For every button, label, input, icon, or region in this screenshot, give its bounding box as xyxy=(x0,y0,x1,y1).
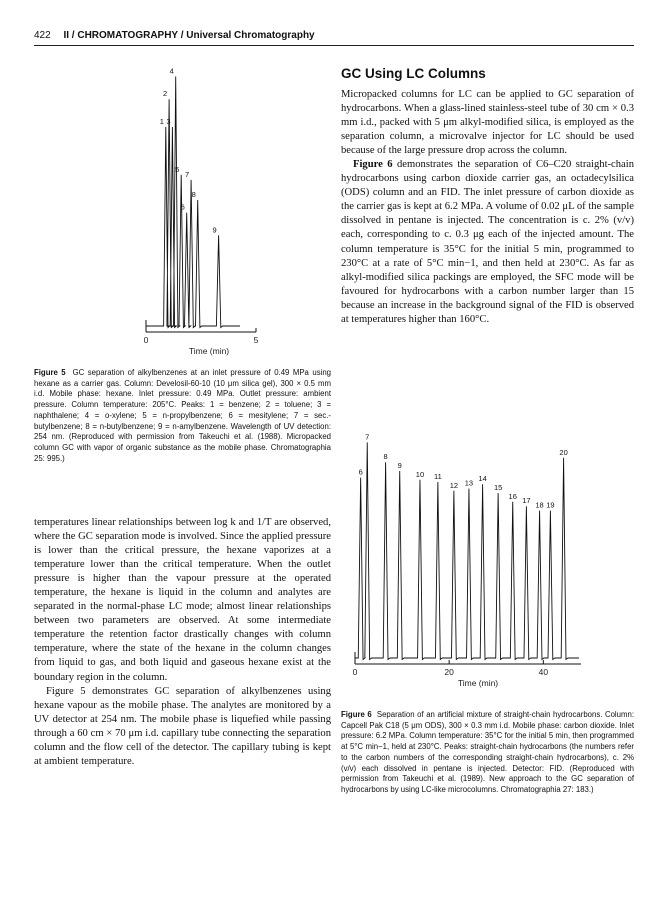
fig6-peak-label-12: 12 xyxy=(449,480,459,490)
running-title: II / CHROMATOGRAPHY / Universal Chromatography xyxy=(63,30,315,41)
figure6-caption xyxy=(341,710,634,796)
fig6-trace xyxy=(355,442,579,659)
right-paragraph-2-text: demonstrates the separation of C6–C20 straight-chain hydrocarbons using carbon dioxide carrier gas, an octadecylsilica (ODS) column and an FID. The inlet pressure of carbon dioxide as the carrier gas is kept at 6.2 MPa. A volume of 0.02 μL of the sample dissolved in pentane is injected. The concentration is c. 2% (v/v) each, corresponding to c. 0.3 μg each of the injected amount. The column temperature is 35°C for the initial 5 min, programmed to 230°C at a rate of 5°C min−1, and then held at 230°C. As far as alkyl-modified silica packings are employed, the SFC mode will be favoured for hydrocarbons with a carbon number larger than 15 because an increase in the background signal of the FID is observed at temperatures higher than 160°C. xyxy=(341,159,634,325)
fig5-x-tick-label-5: 5 xyxy=(253,335,259,345)
fig6-peak-label-6: 6 xyxy=(358,467,363,477)
fig5-peak-label-4: 4 xyxy=(169,66,174,76)
right-paragraph-1: Micropacked columns for LC can be applied to GC separation of hydrocarbons. When a glass-lined stainless-steel tube of 30 cm × 0.3 mm i.d., packed with 5 μm alkyl-modified silica, is employed as the separation column, a microvalve injector for LC should be used because of the large pressure drop across the column. xyxy=(341,89,634,157)
fig6-x-axis-label: Time (min) xyxy=(457,678,499,688)
left-column-text xyxy=(34,516,331,769)
fig5-peak-label-2: 2 xyxy=(163,89,168,99)
figure6-svg xyxy=(341,430,641,700)
figure6-ref: Figure 6 xyxy=(353,159,393,171)
fig5-peak-label-3: 3 xyxy=(166,116,171,126)
figure5-caption-text: GC separation of alkylbenzenes at an inlet pressure of 0.49 MPa using hexane as a carrier gas. Column: Develosil-60-10 (10 μm silica gel), 300 × 0.5 mm i.d. Mobile phase: hexane. Inlet pressure: 0.49 MPa. Outlet pressure: ambient pressure. Column temperature: 205°C. Peaks: 1 = benzene; 2 = toluene; 3 = naphthalene; 4 = o-xylene; 5 = n-propylbenzene; 6 = mesitylene; 7 = sec.-butylbenzene; 8 = n-butylbenzene; 9 = n-amylbenzene. Wavelength of UV detection: 254 nm. (Reproduced with permission from Takeuchi et al. (1988). Micropacked column GC with vapor of organic substance as the mobile phase. Chromatographia 25: 995.) xyxy=(34,368,331,463)
right-column-text xyxy=(341,88,634,327)
fig6-peak-label-13: 13 xyxy=(464,478,474,488)
fig5-x-axis-label: Time (min) xyxy=(188,346,230,356)
fig5-trace xyxy=(146,77,240,328)
section-title: GC Using LC Columns xyxy=(341,66,486,81)
fig6-x-tick-label-40: 40 xyxy=(538,667,549,677)
fig5-peak-label-6: 6 xyxy=(180,202,185,212)
fig6-peak-label-8: 8 xyxy=(383,452,388,462)
fig6-x-tick-label-0: 0 xyxy=(352,667,358,677)
fig6-peak-label-19: 19 xyxy=(546,500,555,510)
fig6-peak-label-10: 10 xyxy=(415,469,425,479)
figure5-chart xyxy=(136,60,286,360)
figure6-caption-text: Separation of an artificial mixture of straight-chain hydrocarbons. Column: Capcell Pak C18 (5 μm ODS), 300 × 0.3 mm i.d. Mobile phase: carbon dioxide. Inlet pressure: 6.2 MPa. Column temperature: 35°C for the initial 5 min, then programmed at 5°C min−1, held at 230°C. Peaks: straight-chain hydrocarbons (the numbers refer to the carbon numbers of the corresponding straight-chain hydrocarbons), c. 2% (v/v) each dissolved in pentane is injected. Detector: FID. (Reproduced with permission from Takeuchi et al. (1989). New approach to the GC separation of hydrocarbons by using LC-like microcolumns. Chromatographia 27: 183.) xyxy=(341,710,635,794)
page-number: 422 xyxy=(34,30,51,41)
figure6-caption-block xyxy=(341,710,634,796)
figure5-svg xyxy=(136,60,286,360)
fig5-peak-label-5: 5 xyxy=(175,164,180,174)
fig6-peak-label-20: 20 xyxy=(559,447,568,457)
fig6-x-tick-label-20: 20 xyxy=(444,667,454,677)
right-paragraph-2 xyxy=(341,158,634,327)
fig6-peak-label-7: 7 xyxy=(365,432,370,442)
fig6-peak-label-16: 16 xyxy=(508,491,517,501)
figure6-chart xyxy=(341,430,641,700)
figure5-caption xyxy=(34,368,331,464)
header-rule xyxy=(34,45,634,46)
figure5-caption-block xyxy=(34,368,331,464)
fig6-peak-label-17: 17 xyxy=(522,496,531,506)
fig6-peak-label-9: 9 xyxy=(397,461,402,470)
fig6-peak-label-18: 18 xyxy=(535,500,544,510)
fig5-peak-label-9: 9 xyxy=(212,225,217,235)
left-paragraph-2 xyxy=(34,685,331,769)
fig6-peak-label-14: 14 xyxy=(478,474,487,484)
fig5-peak-label-8: 8 xyxy=(191,190,196,199)
left-paragraph-1: temperatures linear relationships between log k and 1/T are observed, where the GC separation mode is involved. Since the applied pressure is lower than the critical pressure, the hexane vaporizes at a temperature lower than the critical temperature. When the outlet pressure is higher than the vapour pressure at the operated temperature, the hexane is liquid in the column and analytes are separated in the normal-phase LC mode; almost linear relationships between two parameters are observed. At some intermediate temperature the retention factor drastically changes with column temperature, where the state of the hexane in the column changes from liquid to gas, and both liquid and gaseous hexane exist at the boundary region in the column. xyxy=(34,517,331,683)
left-paragraph-2-text: demonstrates GC separation of alkylbenzenes using hexane vapour as the mobile phase. The analytes are monitored by a UV detector at 254 nm. The mobile phase is liquefied while passing through a 60 cm × 70 μm i.d. capillary tube connecting the separation column and the flow cell of the detector. The capillary tubing is kept at ambient temperature. xyxy=(34,685,331,767)
fig5-peak-label-7: 7 xyxy=(185,169,190,179)
figure5-ref: Figure 5 xyxy=(46,685,86,697)
figure5-caption-label: Figure 5 xyxy=(34,368,66,377)
fig6-peak-label-11: 11 xyxy=(433,472,442,481)
running-header xyxy=(34,30,315,41)
figure6-caption-label: Figure 6 xyxy=(341,710,372,719)
fig6-peak-label-15: 15 xyxy=(493,483,503,492)
fig5-x-tick-label-0: 0 xyxy=(143,335,149,345)
fig5-peak-label-1: 1 xyxy=(159,116,164,126)
